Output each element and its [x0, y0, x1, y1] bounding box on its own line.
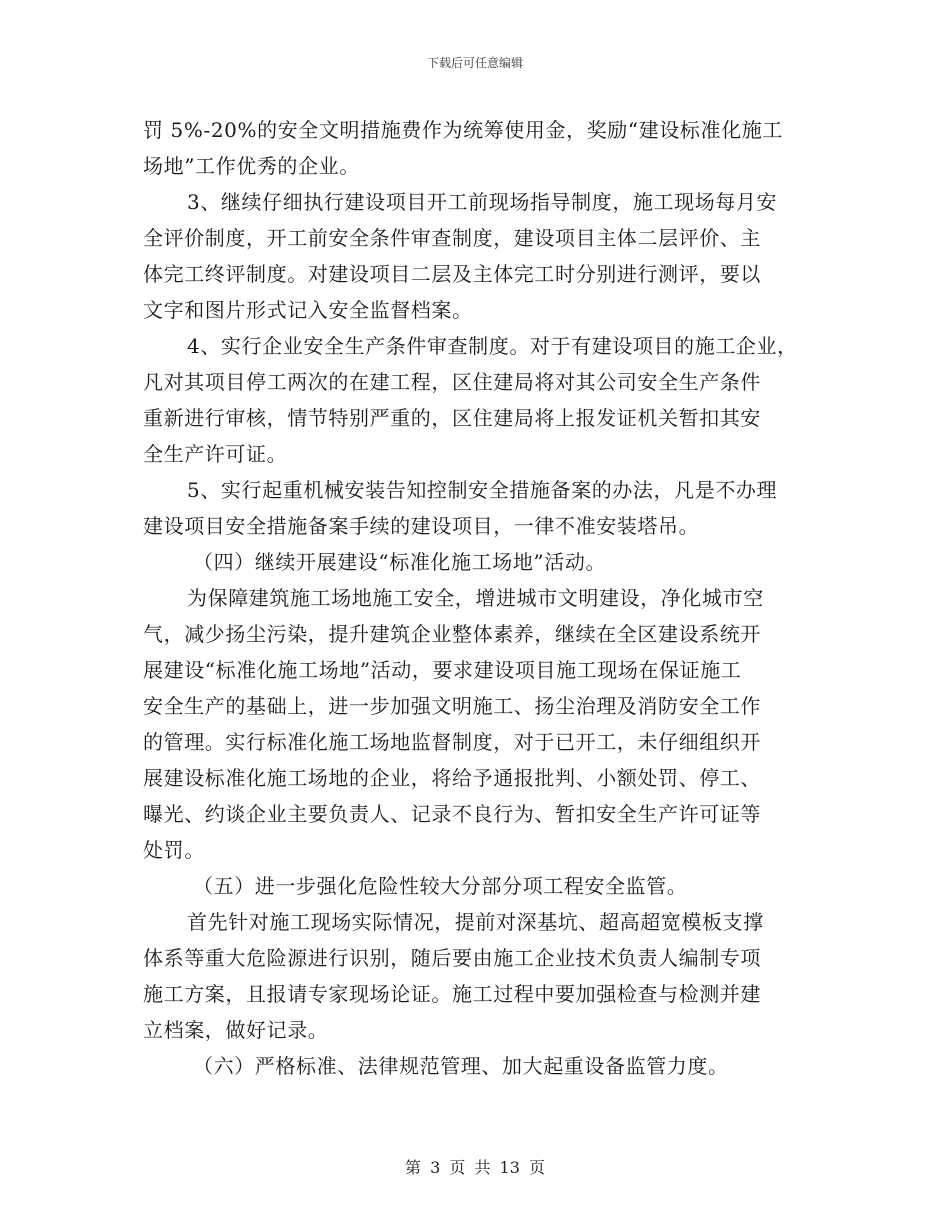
text-line: （六）严格标准、法律规范管理、加大起重设备监管力度。	[193, 1054, 729, 1078]
paragraph	[143, 328, 823, 472]
text-line: （五）进一步强化危险性较大分部分项工程安全监管。	[193, 874, 688, 898]
text-line: 的管理。实行标准化施工场地监督制度，对于已开工，未仔细组织开	[143, 730, 761, 754]
text-line: 曝光、约谈企业主要负责人、记录不良行为、暂扣安全生产许可证等	[143, 802, 761, 826]
text-line: 气，减少扬尘污染，提升建筑企业整体素养，继续在全区建设系统开	[143, 622, 761, 646]
text-line: 场地”工作优秀的企业。	[143, 154, 360, 178]
document-body	[143, 112, 823, 1084]
text-line: 全评价制度，开工前安全条件审查制度，建设项目主体二层评价、主	[143, 226, 761, 250]
paragraph	[143, 184, 823, 328]
paragraph	[143, 112, 823, 184]
text-line: 建设项目安全措施备案手续的建设项目，一律不准安装塔吊。	[143, 514, 700, 538]
text-line: 体系等重大危险源进行识别，随后要由施工企业技术负责人编制专项	[143, 946, 761, 970]
text-line: 文字和图片形式记入安全监督档案。	[143, 298, 473, 322]
text-line: 重新进行审核，情节特别严重的，区住建局将上报发证机关暂扣其安	[143, 406, 761, 430]
text-line: 为保障建筑施工场地施工安全，增进城市文明建设，净化城市空	[187, 586, 764, 610]
paragraph	[143, 472, 823, 544]
text-line: 体完工终评制度。对建设项目二层及主体完工时分别进行测评，要以	[143, 262, 761, 286]
text-line: 凡对其项目停工两次的在建工程，区住建局将对其公司安全生产条件	[143, 370, 761, 394]
paragraph	[143, 868, 823, 904]
paragraph	[143, 904, 823, 1048]
text-line: 首先针对施工现场实际情况，提前对深基坑、超高超宽模板支撑	[187, 910, 764, 934]
text-line: 展建设标准化施工场地的企业，将给予通报批判、小额处罚、停工、	[143, 766, 761, 790]
text-line: （四）继续开展建设“标准化施工场地”活动。	[193, 550, 607, 574]
text-line: 施工方案，且报请专家现场论证。施工过程中要加强检查与检测并建	[143, 982, 761, 1006]
text-line: 立档案，做好记录。	[143, 1018, 329, 1042]
text-line: 4、实行企业安全生产条件审查制度。对于有建设项目的施工企业，	[187, 334, 798, 358]
text-line: 3、继续仔细执行建设项目开工前现场指导制度，施工现场每月安	[187, 190, 778, 214]
paragraph	[143, 580, 823, 868]
text-line: 罚 5%-20%的安全文明措施费作为统筹使用金，奖励“建设标准化施工	[143, 118, 783, 142]
text-line: 安全生产的基础上，进一步加强文明施工、扬尘治理及消防安全工作	[143, 694, 761, 718]
paragraph	[143, 1048, 823, 1084]
text-line: 5、实行起重机械安装告知控制安全措施备案的办法，凡是不办理	[187, 478, 778, 502]
paragraph	[143, 544, 823, 580]
text-line: 全生产许可证。	[143, 442, 288, 466]
text-line: 展建设“标准化施工场地”活动，要求建设项目施工现场在保证施工	[143, 658, 742, 682]
page-header: 下载后可任意编辑	[426, 56, 523, 70]
text-line: 处罚。	[143, 838, 205, 862]
page-footer: 第 3 页 共 13 页	[405, 1158, 545, 1177]
